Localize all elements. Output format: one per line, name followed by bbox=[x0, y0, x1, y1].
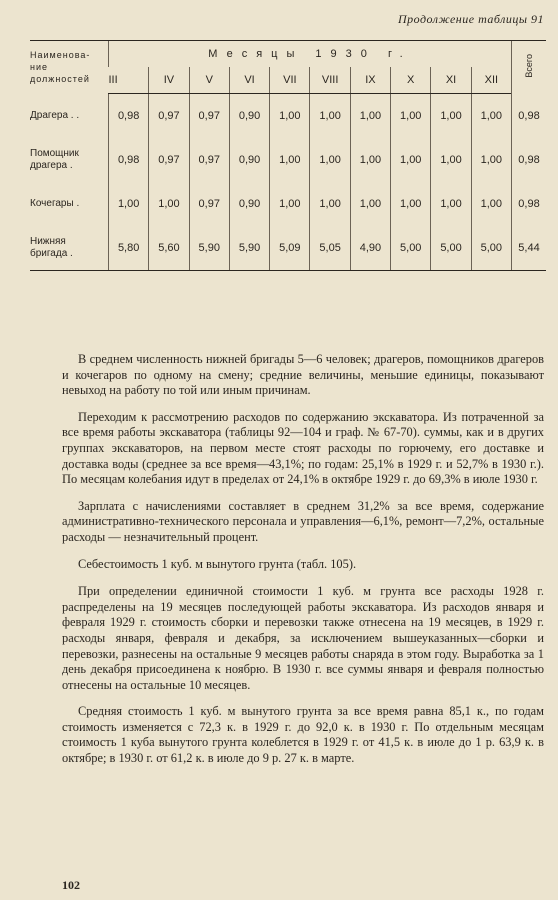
table-cell: 1,00 bbox=[391, 138, 431, 182]
paragraph-2: Переходим к рассмотрению расходов по содержанию экскаватора. Из потраченной за все время работы экскаватора (таблицы 92—104 и граф. № 67-70). суммы, как и в других группах экскаваторов, на первом месте стоят расходы по горючему, его доставке и доставка воды (среднее за все время—43,1%; по годам: 25,1% в 1929 г. и 52,7% в 1930 г.). По месяцам колебания идут в пределах от 24,1% в октябре 1929 г. до 69,3% в июле 1930 г. bbox=[62, 409, 544, 487]
table-cell: 0,98 bbox=[109, 94, 149, 139]
total-cell: 0,98 bbox=[512, 182, 547, 226]
total-header-label: Всего bbox=[524, 53, 534, 78]
table-cell: 1,00 bbox=[431, 138, 471, 182]
table-cell: 1,00 bbox=[350, 138, 390, 182]
table-cell: 0,97 bbox=[149, 138, 189, 182]
table-cell: 5,00 bbox=[471, 226, 511, 271]
section-heading: Себестоимость 1 куб. м вынутого грунта (табл. 105). bbox=[78, 556, 357, 571]
table-cell: 5,09 bbox=[270, 226, 310, 271]
table-cell: 1,00 bbox=[310, 94, 350, 139]
total-header bbox=[512, 41, 547, 94]
table-cell: 1,00 bbox=[270, 94, 310, 139]
table-cell: 1,00 bbox=[431, 182, 471, 226]
table-cell: 1,00 bbox=[471, 94, 511, 139]
months-group-label: Месяцы 1930 г. bbox=[208, 48, 412, 60]
table-body bbox=[30, 94, 546, 271]
table-cell: 1,00 bbox=[270, 182, 310, 226]
table-cell: 1,00 bbox=[391, 182, 431, 226]
table-cell: 1,00 bbox=[350, 182, 390, 226]
month-header: X bbox=[391, 67, 431, 94]
table-cell: 0,90 bbox=[229, 138, 269, 182]
row-label: Нижняя бригада . bbox=[30, 226, 109, 271]
table-cell: 0,90 bbox=[229, 94, 269, 139]
table-cell: 0,98 bbox=[109, 138, 149, 182]
month-header: XI bbox=[431, 67, 471, 94]
month-header: IV bbox=[149, 67, 189, 94]
table-row bbox=[30, 226, 546, 271]
table-cell: 5,60 bbox=[149, 226, 189, 271]
row-label: Помощник драгера . bbox=[30, 148, 79, 171]
table-cell: 0,97 bbox=[189, 182, 229, 226]
total-cell: 0,98 bbox=[512, 94, 547, 139]
row-label: Драгера . . bbox=[30, 109, 80, 121]
table-row bbox=[30, 182, 546, 226]
table-cell: 1,00 bbox=[350, 94, 390, 139]
table-cell: 0,97 bbox=[189, 94, 229, 139]
posts-header bbox=[30, 41, 109, 94]
table-cell: 4,90 bbox=[350, 226, 390, 271]
table-cell: 0,97 bbox=[189, 138, 229, 182]
running-head: Продолжение таблицы 91 bbox=[397, 12, 544, 26]
table-cell: 1,00 bbox=[391, 94, 431, 139]
month-header: IX bbox=[350, 67, 390, 94]
table-cell: 5,00 bbox=[431, 226, 471, 271]
total-cell: 0,98 bbox=[512, 138, 547, 182]
row-label: Кочегары . bbox=[30, 198, 80, 209]
table-row bbox=[30, 138, 546, 182]
total-cell: 5,44 bbox=[512, 226, 547, 271]
table-cell: 1,00 bbox=[109, 182, 149, 226]
body-text bbox=[62, 352, 544, 778]
table-cell: 1,00 bbox=[310, 182, 350, 226]
posts-header-text: Наименова- ние должностей bbox=[30, 50, 91, 85]
paragraph-5: Средняя стоимость 1 куб. м вынутого грунта за все время равна 85,1 к., по годам стоимость изменяется с 72,3 к. в 1929 г. до 92,0 к. в 1930 г. По отдельным месяцам стоимость 1 куба вынутого грунта колеблется в 1929 г. от 41,5 к. в июле до 1 р. 63,9 к. в октябре; в 1930 г. от 61,2 к. в июле до 9 р. 27 к. в марте. bbox=[62, 704, 544, 766]
month-header: V bbox=[189, 67, 229, 94]
months-group-header bbox=[109, 41, 512, 68]
table-cell: 0,90 bbox=[229, 182, 269, 226]
table-cell: 1,00 bbox=[270, 138, 310, 182]
table-cell: 1,00 bbox=[431, 94, 471, 139]
table-cell: 5,80 bbox=[109, 226, 149, 271]
staffing-table bbox=[30, 40, 546, 271]
table-cell: 5,90 bbox=[229, 226, 269, 271]
month-header: XII bbox=[471, 67, 511, 94]
page-number: 102 bbox=[62, 878, 80, 892]
paragraph-4: При определении единичной стоимости 1 куб. м грунта все расходы 1928 г. распределены на 19 месяцев последующей работы экскаватора. Из расходов января и февраля 1929 г. стоимость сборки и перевозки также отнесена на 19 месяцев, в 1929 г. расходы января, февраля и декабря, за исключением вышеуказанных—сборки и перевозки, разнесены на остальные 9 месяцев работы снаряда в этом году. Выработка за 1 день декабря присоединена к ноябрю. В 1930 г. все суммы января и февраля полностью отнесены на остальные 10 месяцев. bbox=[62, 584, 544, 692]
paragraph-1: В среднем численность нижней бригады 5—6 человек; драгеров, помощников драгеров и кочегаров по одному на смену; средние величины, меньшие единицы, показывают невыход на работу по той или иным причинам. bbox=[62, 352, 544, 398]
table-cell: 0,97 bbox=[149, 94, 189, 139]
table-cell: 1,00 bbox=[471, 138, 511, 182]
paragraph-3: Зарплата с начислениями составляет в среднем 31,2% за все время, содержание административно-технического персонала и управления—6,1%, ремонт—7,2%, остальные расходы — незначительный процент. bbox=[62, 498, 544, 544]
table-cell: 5,00 bbox=[391, 226, 431, 271]
table-cell: 5,05 bbox=[310, 226, 350, 271]
table-cell: 5,90 bbox=[189, 226, 229, 271]
table-row bbox=[30, 94, 546, 139]
table-cell: 1,00 bbox=[471, 182, 511, 226]
month-header: VIII bbox=[310, 67, 350, 94]
month-header: VII bbox=[270, 67, 310, 94]
month-header: III bbox=[109, 67, 149, 94]
table-cell: 1,00 bbox=[310, 138, 350, 182]
table-cell: 1,00 bbox=[149, 182, 189, 226]
month-header: VI bbox=[229, 67, 269, 94]
